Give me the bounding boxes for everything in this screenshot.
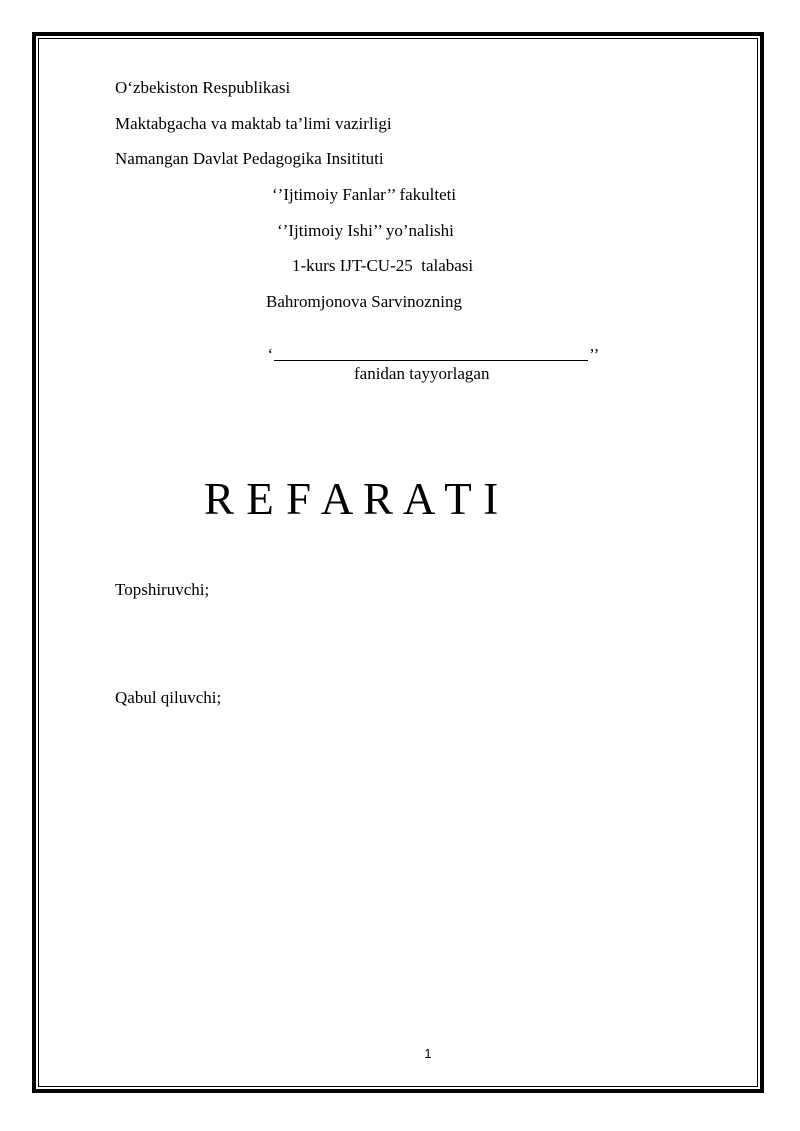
subject-blank-row [259, 325, 599, 365]
direction-line: ‘’Ijtimoiy Ishi’’ yo’nalishi [277, 221, 454, 240]
prepared-line: fanidan tayyorlagan [354, 364, 490, 383]
republic-line: O‘zbekiston Respublikasi [115, 78, 291, 97]
subject-open-quote: ‘ [267, 345, 274, 364]
ministry-line: Maktabgacha va maktab ta’limi vazirligi [115, 114, 392, 133]
faculty-line: ‘’Ijtimoiy Fanlar’’ fakulteti [272, 185, 457, 204]
document-title: R E F A R A T I [204, 474, 499, 524]
course-line: 1-kurs IJT-CU-25 talabasi [292, 256, 474, 275]
subject-blank-line [274, 345, 588, 361]
page-number: 1 [424, 1046, 432, 1061]
submitter-label: Topshiruvchi; [115, 580, 210, 599]
institute-line: Namangan Davlat Pedagogika Insitituti [115, 149, 384, 168]
subject-close-quote: ’’ [589, 345, 600, 364]
student-name-line: Bahromjonova Sarvinozning [266, 292, 462, 311]
receiver-label: Qabul qiluvchi; [115, 688, 222, 707]
